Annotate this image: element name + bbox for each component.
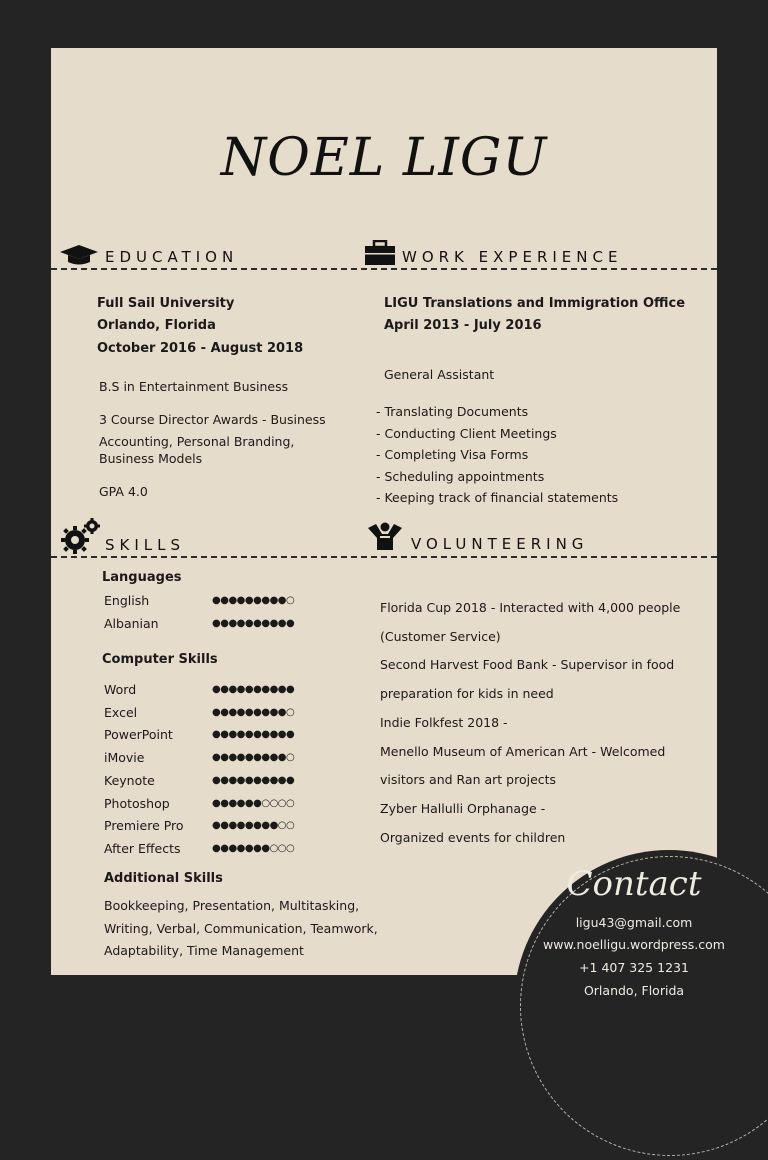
skill-label: Premiere Pro [104, 818, 184, 834]
list-item: Organized events for children [380, 829, 566, 845]
list-item: - Conducting Client Meetings [376, 425, 557, 441]
volunteering-list [380, 594, 680, 852]
skill-label: Keynote [104, 772, 155, 788]
skill-label: Word [104, 682, 137, 697]
education-awards-line2: Accounting, Personal Branding, [99, 434, 295, 449]
skill-row [104, 815, 304, 837]
resume-page [51, 48, 717, 975]
skill-row [104, 724, 304, 746]
education-location: Orlando, Florida [97, 318, 216, 333]
skill-rating-dots: ●●●●●●●●●● [212, 684, 295, 695]
work-dates: April 2013 - July 2016 [384, 318, 542, 333]
list-item: - Translating Documents [376, 404, 529, 419]
briefcase-icon [364, 240, 396, 266]
list-item: Zyber Hallulli Orphanage - [380, 800, 546, 816]
skills-heading: SKILLS [105, 536, 186, 554]
skill-rating-dots: ●●●●●●●●●○ [212, 595, 295, 606]
volunteering-heading: VOLUNTEERING [411, 535, 589, 553]
contact-email[interactable]: ligu43@gmail.com [575, 915, 693, 930]
skill-rating-dots: ●●●●●●○○○○ [212, 797, 295, 809]
skill-row [104, 702, 304, 724]
skill-row [104, 590, 304, 612]
education-heading: EDUCATION [105, 248, 239, 266]
work-role: General Assistant [384, 367, 495, 382]
list-item: - Keeping track of financial statements [376, 490, 619, 505]
resume-name: NOEL LIGU [220, 128, 548, 188]
list-item: Second Harvest Food Bank - Supervisor in food [380, 657, 675, 673]
skill-label: After Effects [104, 840, 181, 856]
languages-heading: Languages [102, 570, 182, 585]
skill-row [104, 747, 304, 769]
education-school: Full Sail University [97, 296, 235, 311]
skill-label: Excel [104, 704, 138, 720]
computer-skills-heading: Computer Skills [102, 652, 218, 667]
list-item: preparation for kids in need [380, 686, 554, 702]
skill-row [104, 770, 304, 792]
skill-row [104, 793, 304, 815]
work-company: LIGU Translations and Immigration Office [384, 296, 686, 311]
contact-phone[interactable]: +1 407 325 1231 [579, 960, 689, 975]
skill-label: Albanian [104, 615, 159, 631]
education-awards-line1: 3 Course Director Awards - Business [99, 412, 326, 427]
list-item: Indie Folkfest 2018 - [380, 714, 508, 730]
education-dates: October 2016 - August 2018 [97, 341, 304, 356]
skill-label: English [104, 593, 150, 608]
contact-city: Orlando, Florida [583, 983, 685, 998]
list-item: Florida Cup 2018 - Interacted with 4,000 people [380, 600, 681, 615]
section-divider [51, 268, 717, 270]
skill-rating-dots: ●●●●●●●●●○ [212, 752, 295, 764]
skill-row [104, 679, 304, 701]
work-duties-list [376, 401, 618, 509]
additional-skills-line3: Adaptability, Time Management [104, 943, 304, 958]
list-item: visitors and Ran art projects [380, 772, 557, 788]
list-item: - Completing Visa Forms [376, 447, 529, 462]
skill-row [104, 838, 304, 860]
skill-rating-dots: ●●●●●●●○○○ [212, 842, 295, 854]
additional-skills-heading: Additional Skills [104, 871, 223, 886]
list-item: - Scheduling appointments [376, 468, 545, 484]
contact-website[interactable]: www.noelligu.wordpress.com [543, 937, 725, 952]
education-awards-line3: Business Models [99, 451, 203, 466]
person-icon [366, 522, 404, 554]
skill-label: Photoshop [104, 795, 170, 811]
education-gpa: GPA 4.0 [99, 484, 148, 499]
skill-label: PowerPoint [104, 727, 173, 743]
skill-rating-dots: ●●●●●●●●●● [212, 617, 295, 629]
contact-heading: Contact [566, 864, 702, 904]
skill-row [104, 613, 304, 635]
section-divider [51, 556, 717, 558]
skill-rating-dots: ●●●●●●●●●○ [212, 706, 295, 718]
gears-icon [61, 518, 103, 554]
additional-skills-line2: Writing, Verbal, Communication, Teamwork, [104, 921, 378, 936]
graduation-cap-icon [59, 244, 99, 266]
list-item: Menello Museum of American Art - Welcomed [380, 743, 666, 759]
skill-rating-dots: ●●●●●●●●○○ [212, 820, 295, 832]
education-degree: B.S in Entertainment Business [99, 379, 289, 394]
work-heading: WORK EXPERIENCE [402, 248, 623, 266]
list-item: (Customer Service) [380, 628, 501, 644]
additional-skills-line1: Bookkeeping, Presentation, Multitasking, [104, 898, 360, 913]
skill-rating-dots: ●●●●●●●●●● [212, 774, 295, 786]
skill-rating-dots: ●●●●●●●●●● [212, 729, 295, 741]
skill-label: iMovie [104, 750, 145, 766]
